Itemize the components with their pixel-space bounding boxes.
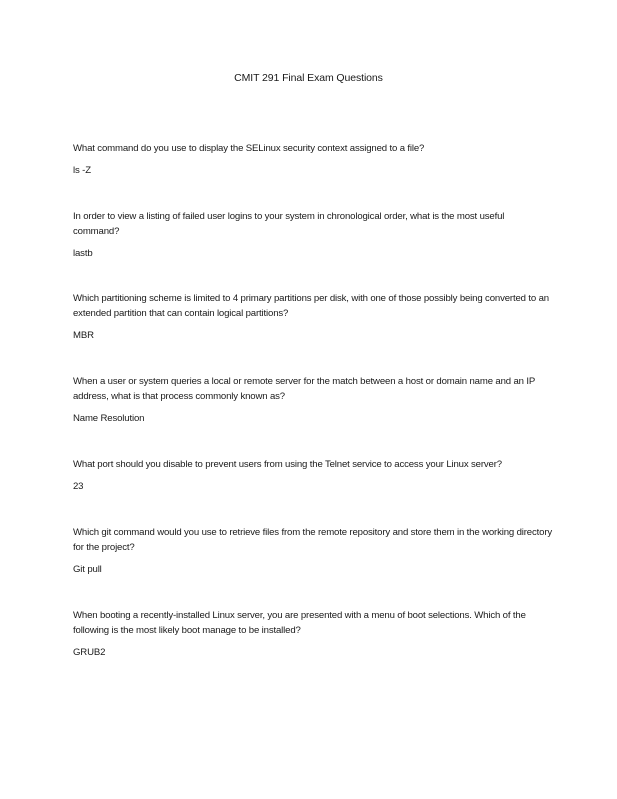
answer-text: Name Resolution: [73, 413, 145, 424]
question-text: Which partitioning scheme is limited to 4 primary partitions per disk, with one of those possibly being converted to an extended partition that can contain logical partitions?: [73, 293, 549, 319]
answer-text: MBR: [73, 330, 94, 341]
answer-text: Git pull: [73, 564, 102, 575]
qa-item-7: [73, 608, 553, 660]
qa-item-6: [73, 525, 553, 577]
answer-text: 23: [73, 481, 84, 492]
question-text: Which git command would you use to retrieve files from the remote repository and store them in the working directory for the project?: [73, 527, 553, 553]
qa-item-4: [73, 374, 553, 426]
answer-text: ls -Z: [73, 165, 91, 176]
question-text: When booting a recently-installed Linux server, you are presented with a menu of boot selections. Which of the following is the most likely boot manage to be installed?: [73, 610, 526, 636]
qa-item-5: [73, 457, 553, 494]
document-title: CMIT 291 Final Exam Questions: [234, 72, 383, 84]
answer-text: lastb: [73, 248, 93, 259]
question-text: When a user or system queries a local or remote server for the match between a host or domain name and an IP address, what is that process commonly known as?: [73, 376, 535, 402]
question-text: In order to view a listing of failed user logins to your system in chronological order, what is the most useful command?: [73, 211, 505, 237]
qa-item-2: [73, 209, 553, 261]
qa-item-1: [73, 141, 553, 178]
answer-text: GRUB2: [73, 647, 106, 658]
qa-item-3: [73, 291, 553, 343]
question-text: What port should you disable to prevent users from using the Telnet service to access your Linux server?: [73, 459, 502, 470]
question-text: What command do you use to display the SELinux security context assigned to a file?: [73, 143, 425, 154]
